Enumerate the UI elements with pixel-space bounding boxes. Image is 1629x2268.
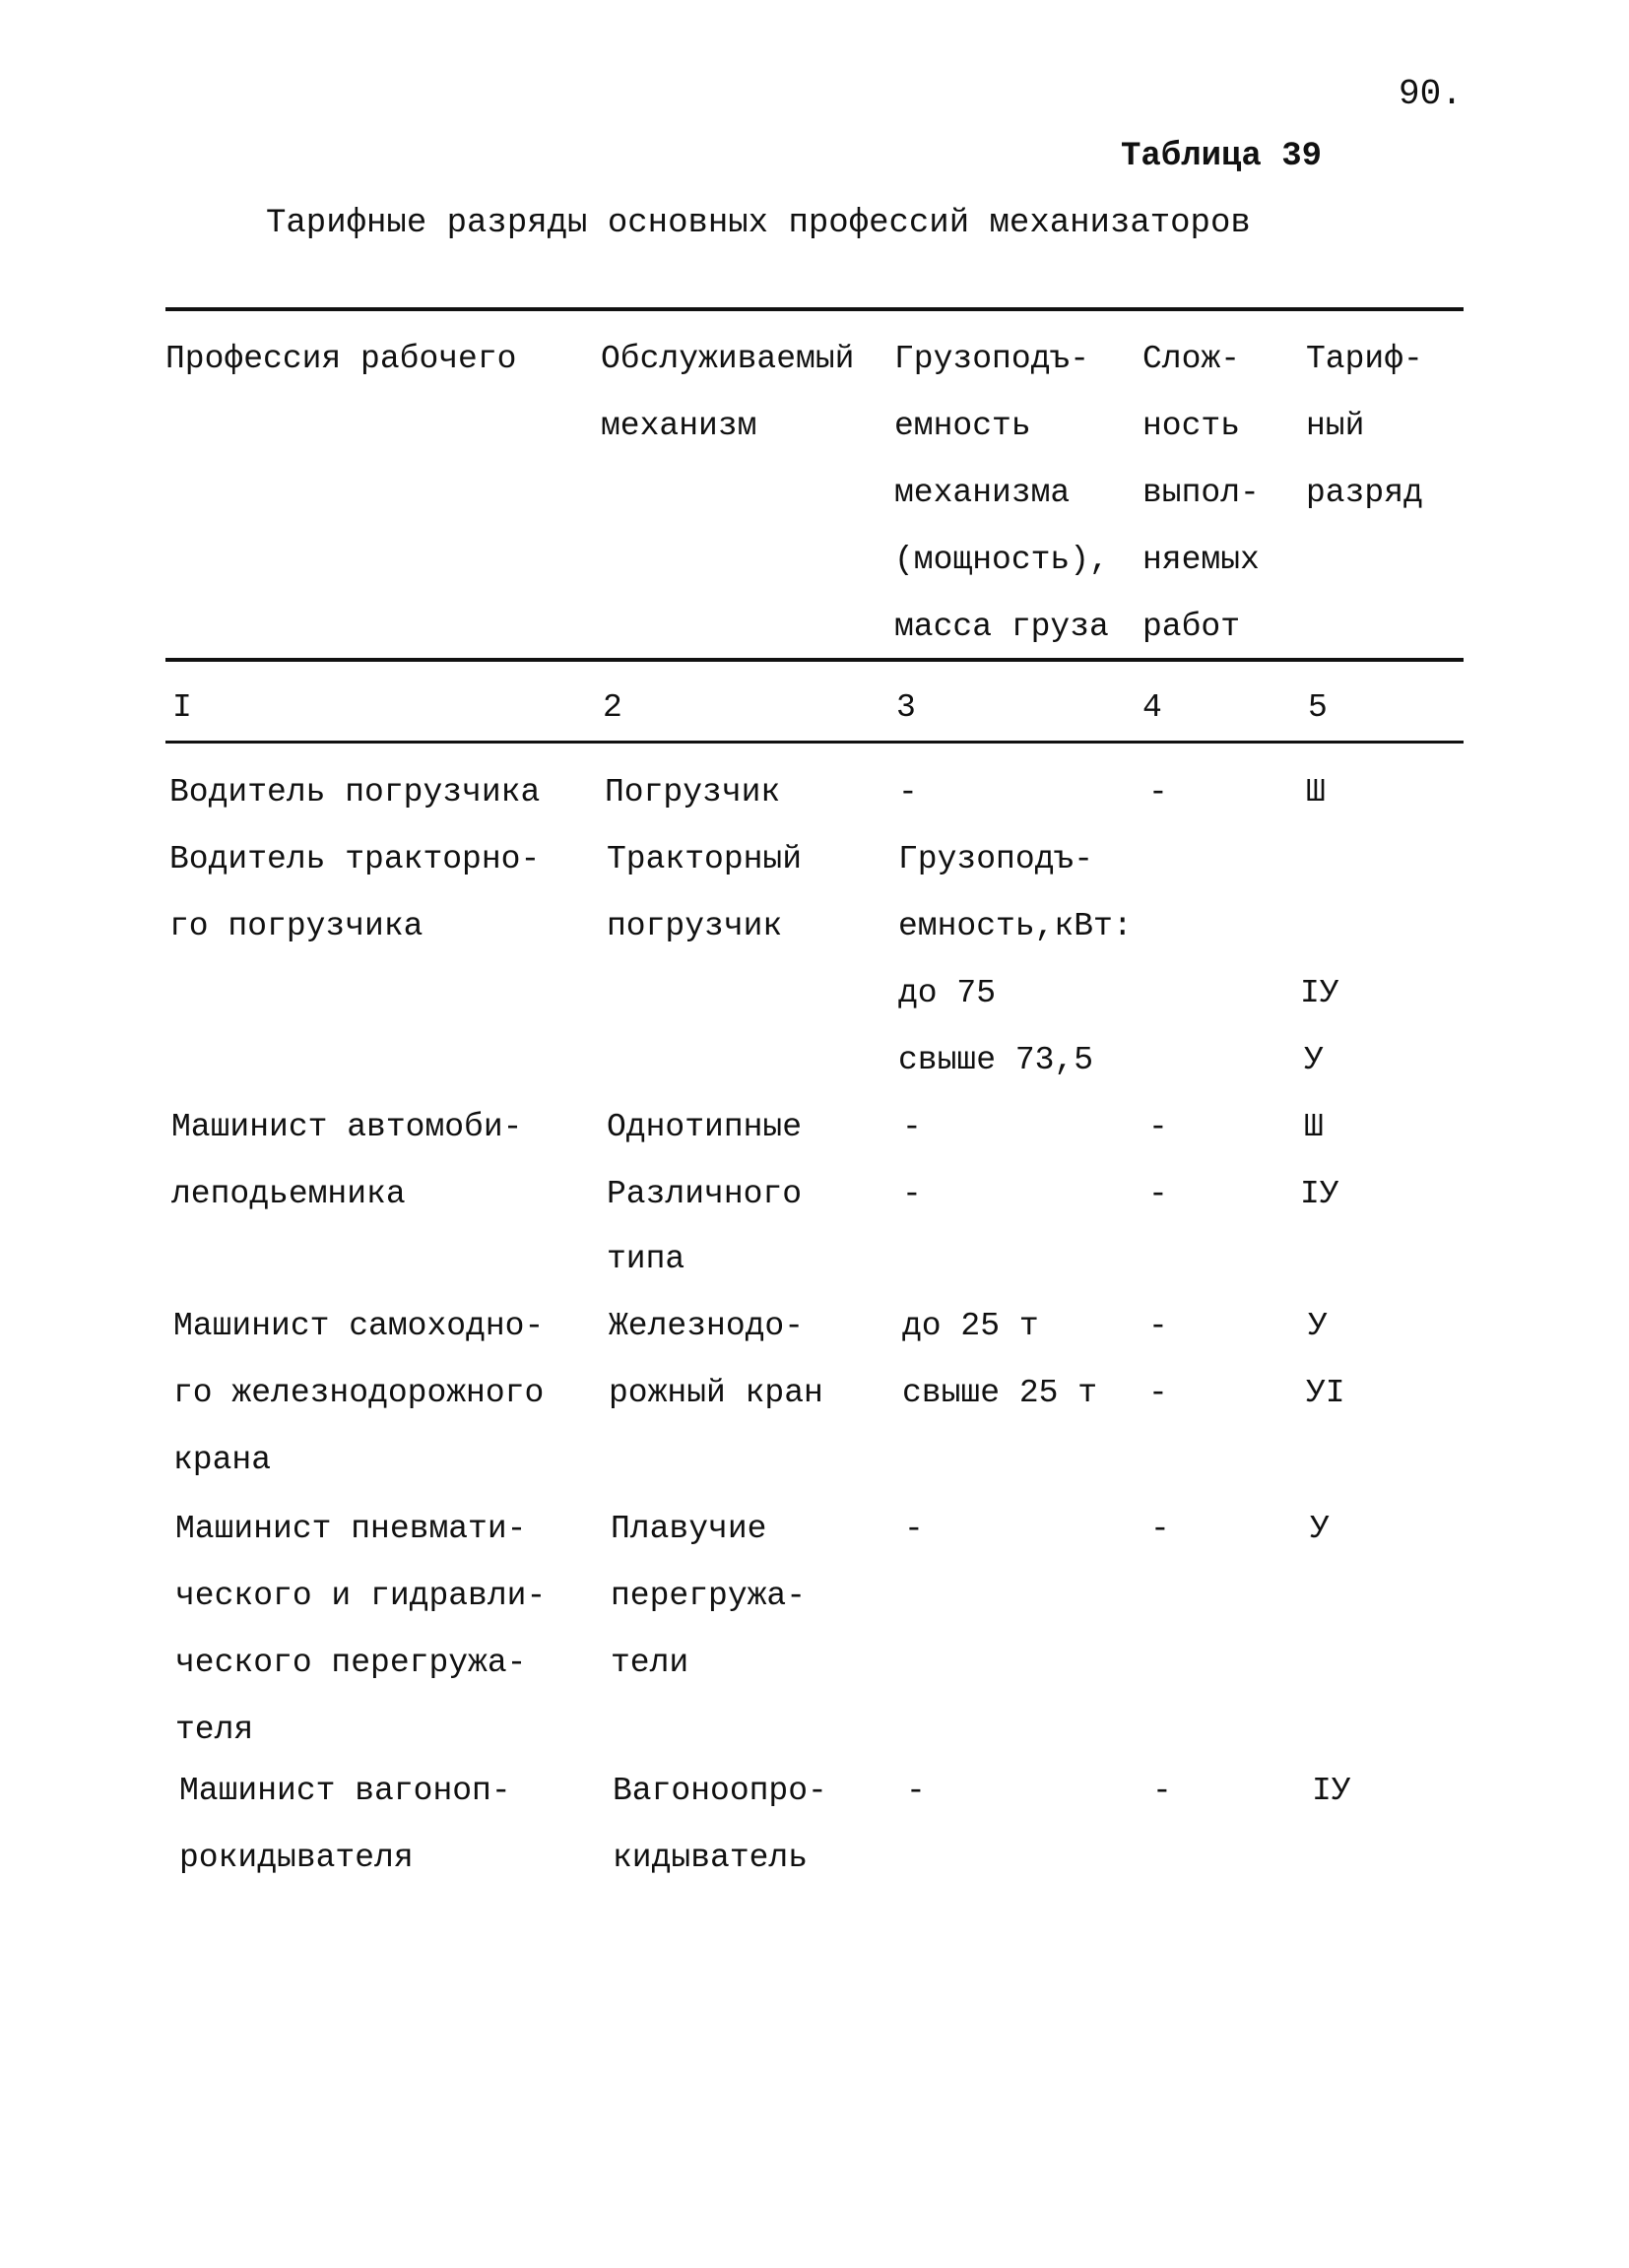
header-col2-line: механизм: [601, 408, 757, 444]
column-number: I: [172, 689, 192, 726]
table-cell: Машинист пневмати-: [175, 1511, 527, 1547]
table-cell: Погрузчик: [605, 774, 781, 810]
table-cell: ческого и гидравли-: [175, 1578, 547, 1614]
table-cell: -: [904, 1511, 924, 1547]
table-cell: го погрузчика: [169, 908, 424, 944]
header-col4-line: работ: [1142, 609, 1241, 645]
table-cell: ческого перегружа-: [175, 1645, 527, 1681]
table-cell: Железнодо-: [609, 1308, 805, 1344]
header-bottom-rule: [165, 658, 1464, 662]
table-cell: УI: [1306, 1375, 1345, 1411]
table-cell: Водитель погрузчика: [169, 774, 541, 810]
table-cell: -: [1150, 1511, 1170, 1547]
table-cell: Различного: [607, 1176, 803, 1212]
table-cell: перегружа-: [611, 1578, 807, 1614]
table-cell: емность,кВт:: [898, 908, 1133, 944]
header-col4-line: Слож-: [1142, 341, 1241, 377]
table-cell: -: [906, 1773, 926, 1809]
table-cell: леподьемника: [171, 1176, 406, 1212]
table-cell: до 25 т: [902, 1308, 1039, 1344]
table-cell: крана: [173, 1442, 272, 1478]
header-col3-line: емность: [894, 408, 1031, 444]
header-col5-line: ный: [1306, 408, 1365, 444]
table-cell: Машинист самоходно-: [173, 1308, 545, 1344]
table-cell: -: [1148, 1109, 1168, 1145]
header-col1: Профессия рабочего: [165, 341, 517, 377]
table-top-rule: [165, 307, 1464, 311]
table-cell: -: [1152, 1773, 1172, 1809]
header-col3-line: (мощность),: [894, 542, 1109, 578]
header-col4-line: ность: [1142, 408, 1241, 444]
table-cell: У: [1304, 1042, 1324, 1078]
table-cell: Водитель тракторно-: [169, 841, 541, 877]
table-cell: -: [898, 774, 918, 810]
column-number: 2: [603, 689, 622, 726]
page-number: 90.: [1399, 74, 1463, 114]
table-cell: Грузоподъ-: [898, 841, 1094, 877]
table-cell: типа: [607, 1241, 685, 1277]
table-cell: IУ: [1300, 975, 1339, 1011]
header-col3-line: механизма: [894, 475, 1071, 511]
header-col3-line: Грузоподъ-: [894, 341, 1090, 377]
header-col5-line: разряд: [1306, 475, 1423, 511]
header-col2-line: Обслуживаемый: [601, 341, 855, 377]
column-number: 4: [1142, 689, 1162, 726]
table-cell: -: [902, 1176, 922, 1212]
table-cell: Ш: [1304, 1109, 1324, 1145]
column-number: 3: [896, 689, 916, 726]
table-cell: Однотипные: [607, 1109, 803, 1145]
table-cell: рокидывателя: [179, 1840, 414, 1876]
table-cell: -: [1148, 1375, 1168, 1411]
table-cell: до 75: [898, 975, 997, 1011]
table-cell: IУ: [1312, 1773, 1351, 1809]
table-cell: -: [902, 1109, 922, 1145]
table-cell: Вагоноопро-: [613, 1773, 827, 1809]
table-cell: IУ: [1300, 1176, 1339, 1212]
table-cell: рожный кран: [609, 1375, 823, 1411]
table-cell: Машинист вагоноп-: [179, 1773, 511, 1809]
table-cell: У: [1308, 1308, 1328, 1344]
header-col4-line: няемых: [1142, 542, 1260, 578]
table-cell: свыше 73,5: [898, 1042, 1094, 1078]
table-cell: Плавучие: [611, 1511, 767, 1547]
table-cell: -: [1148, 1308, 1168, 1344]
header-col5-line: Тариф-: [1306, 341, 1423, 377]
table-label: Таблица 39: [1121, 138, 1323, 175]
table-cell: Тракторный: [607, 841, 803, 877]
table-cell: погрузчик: [607, 908, 783, 944]
table-cell: тели: [611, 1645, 689, 1681]
table-cell: теля: [175, 1712, 254, 1748]
table-cell: -: [1148, 1176, 1168, 1212]
table-cell: свыше 25 т: [902, 1375, 1098, 1411]
table-title: Тарифные разряды основных профессий механизаторов: [266, 205, 1251, 242]
table-cell: кидыватель: [613, 1840, 809, 1876]
table-cell: Ш: [1306, 774, 1326, 810]
column-number: 5: [1308, 689, 1328, 726]
table-cell: Машинист автомоби-: [171, 1109, 523, 1145]
table-cell: -: [1148, 774, 1168, 810]
table-cell: У: [1310, 1511, 1330, 1547]
header-col4-line: выпол-: [1142, 475, 1260, 511]
numbers-bottom-rule: [165, 741, 1464, 744]
table-cell: го железнодорожного: [173, 1375, 545, 1411]
header-col3-line: масса груза: [894, 609, 1109, 645]
